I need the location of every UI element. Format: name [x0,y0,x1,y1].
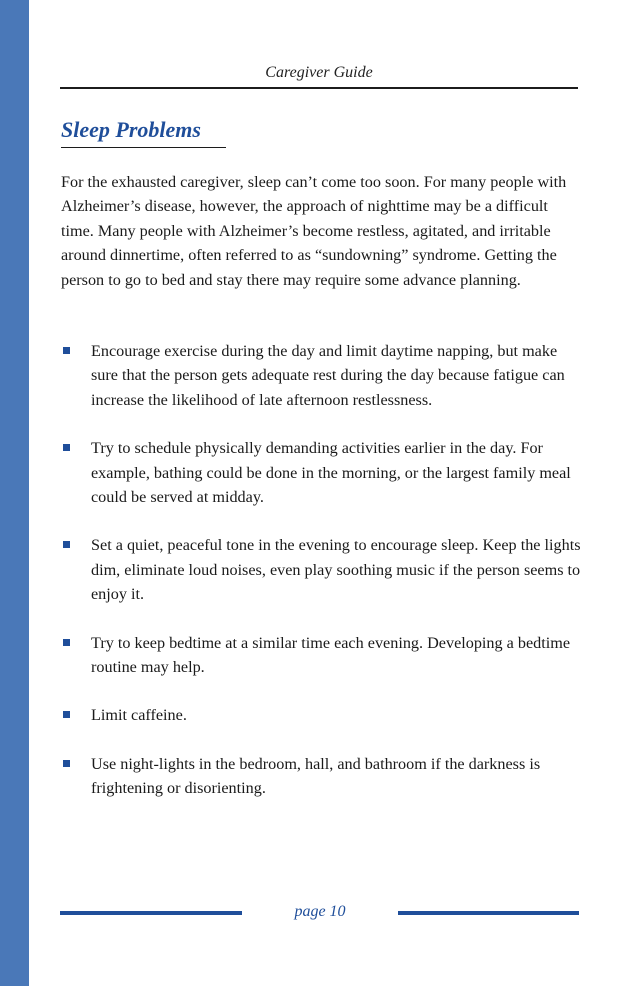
page-number: page 10 [294,903,346,920]
running-header-title: Caregiver Guide [265,64,373,81]
square-bullet-icon [63,347,70,354]
header-rule [60,87,578,89]
section-title: Sleep Problems [61,117,201,142]
list-item [61,703,581,727]
square-bullet-icon [63,541,70,548]
list-item-text: Use night-lights in the bedroom, hall, and bathroom if the darkness is frightening or disorienting. [91,754,541,798]
list-item-text: Try to keep bedtime at a similar time each evening. Developing a bedtime routine may help. [91,633,571,677]
section-title-underline [61,147,226,148]
list-item [61,631,581,680]
list-item-text: Limit caffeine. [91,706,187,725]
side-color-bar [0,0,29,986]
footer-rule-right [398,911,579,915]
footer-rule-left [60,911,242,915]
list-item [61,339,581,412]
list-item [61,436,581,509]
list-item [61,752,581,801]
square-bullet-icon [63,760,70,767]
list-item [61,533,581,606]
square-bullet-icon [63,639,70,646]
list-item-text: Encourage exercise during the day and limit daytime napping, but make sure that the person gets adequate rest during the day because fatigue can increase the likelihood of late afternoon restlessness. [91,342,565,409]
list-item-text: Set a quiet, peaceful tone in the evening to encourage sleep. Keep the lights dim, eliminate loud noises, even play soothing music if the person seems to enjoy it. [91,536,581,604]
square-bullet-icon [63,444,70,451]
intro-paragraph: For the exhausted caregiver, sleep can’t come too soon. For many people with Alzheimer’s disease, however, the approach of nighttime may be a difficult time. Many people with Alzheimer’s become restless, agitated, and irritable around dinnertime, often referred to as “sundowning” syndrome. Getting the person to go to bed and stay there may require some advance planning. [61,173,567,289]
tips-list [61,339,581,801]
list-item-text: Try to schedule physically demanding activities earlier in the day. For example, bathing could be done in the morning, or the largest family meal could be served at midday. [91,439,571,507]
square-bullet-icon [63,711,70,718]
